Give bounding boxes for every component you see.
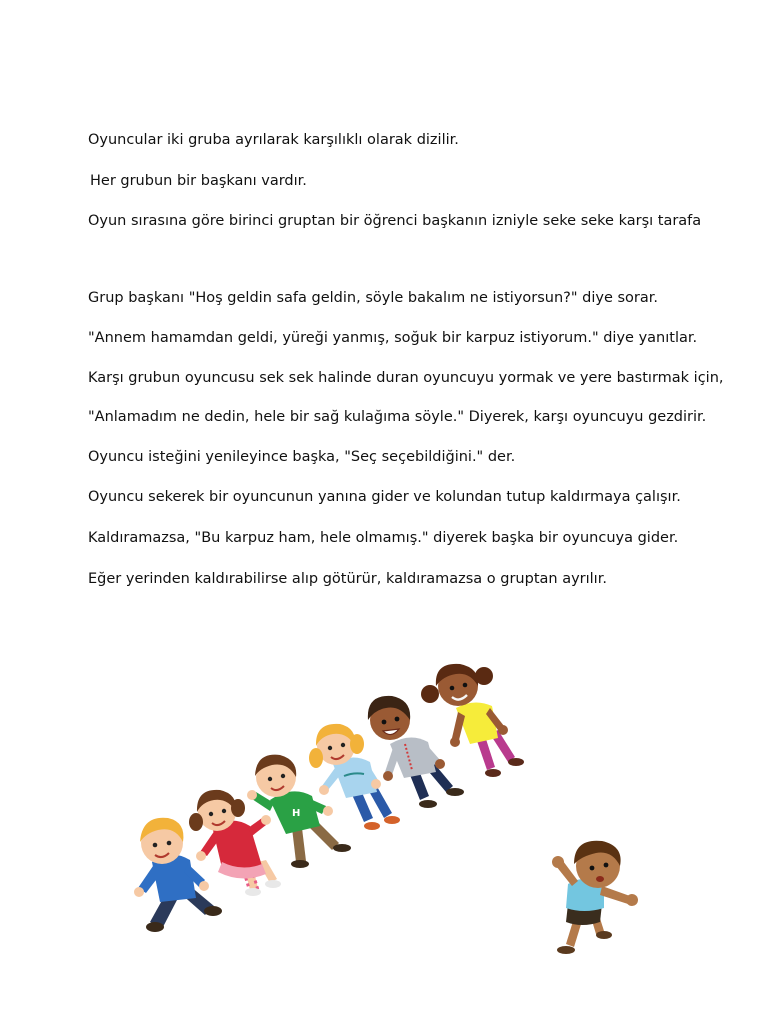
child-hopping-boy [552,841,638,954]
text-line-11: Eğer yerinden kaldırabilirse alıp götürür, kaldıramazsa o gruptan ayrılır. [88,571,607,587]
text-line-7: "Anlamadım ne dedin, hele bir sağ kulağıma söyle." Diyerek, karşı oyuncuyu gezdirir. [88,409,707,425]
text-line-5: "Annem hamamdan geldi, yüreği yanmış, soğuk bir karpuz istiyorum." diye yanıtlar. [88,330,698,346]
text-line-10: Kaldıramazsa, "Bu karpuz ham, hele olmamış." diyerek başka bir oyuncuya gider. [88,530,679,546]
text-line-2: Her grubun bir başkanı vardır. [90,173,307,189]
child-boy-grey-hoodie [368,696,464,808]
text-line-8: Oyuncu isteğini yenileyince başka, "Seç seçebildiğini." der. [88,449,516,465]
text-line-3: Oyun sırasına göre birinci gruptan bir öğrenci başkanın izniyle seke seke karşı tarafa [88,213,702,229]
svg-text:H: H [292,808,301,819]
text-line-6: Karşı grubun oyuncusu sek sek halinde duran oyuncuyu yormak ve yere bastırmak için, [88,370,724,386]
text-line-4: Grup başkanı "Hoş geldin safa geldin, söyle bakalım ne istiyorsun?" diye sorar. [88,290,658,306]
text-line-9: Oyuncu sekerek bir oyuncunun yanına gider ve kolundan tutup kaldırmaya çalışır. [88,489,681,505]
child-blond-boy [134,818,222,932]
text-line-1: Oyuncular iki gruba ayrılarak karşılıklı olarak dizilir. [88,132,459,148]
